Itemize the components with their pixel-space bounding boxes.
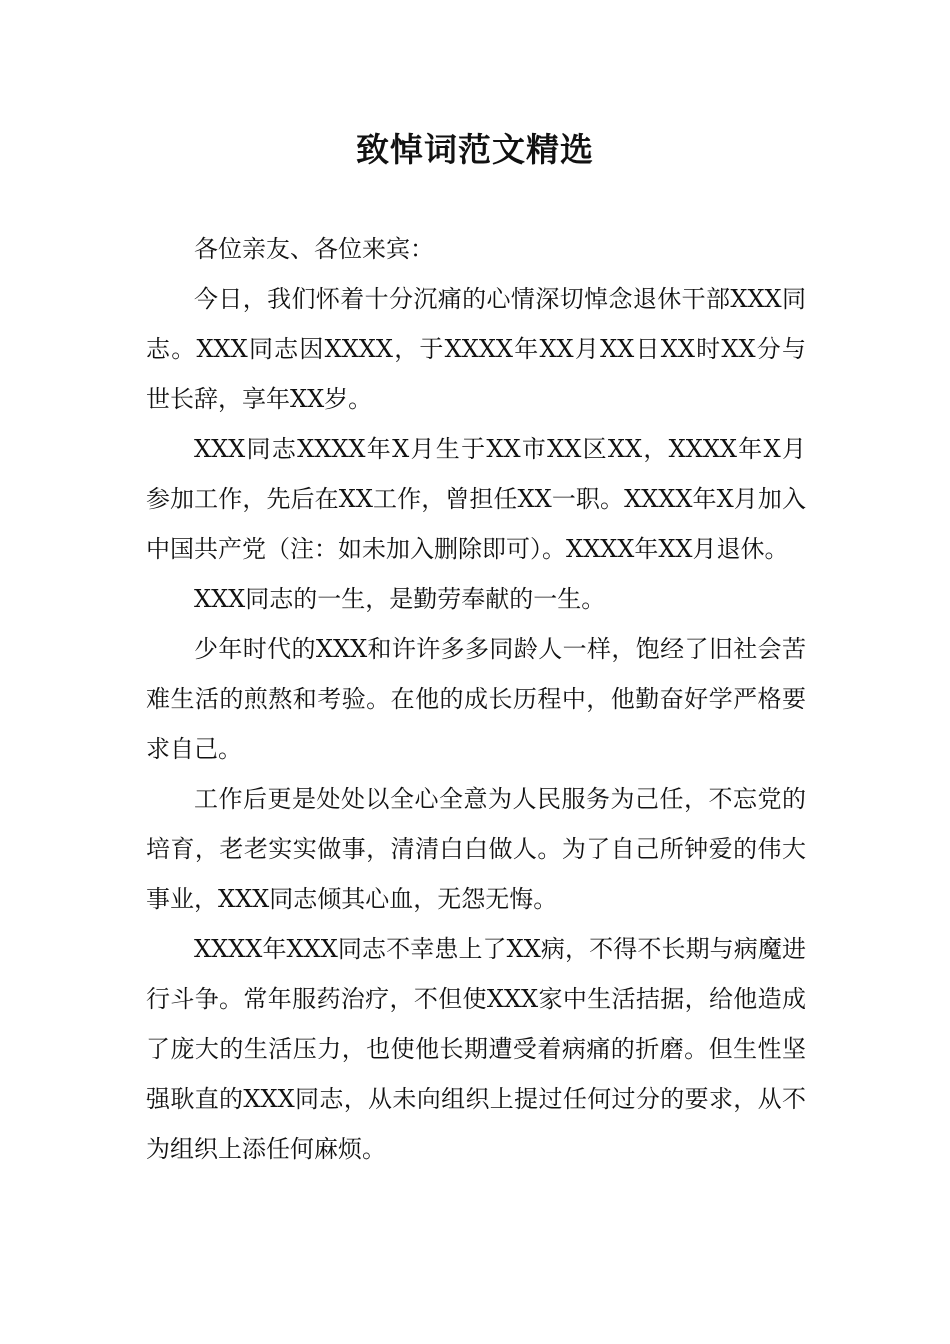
document-title: 致悼词范文精选 <box>356 130 594 169</box>
paragraph-biography: XXX同志XXXX年X月生于XX市XX区XX，XXXX年X月参加工作，先后在XX工作，曾担任XX一职。XXXX年X月加入中国共产党（注：如未加入删除即可）。XXXX年XX月退休。 <box>146 435 806 563</box>
paragraph-illness: XXXX年XXX同志不幸患上了XX病，不得不长期与病魔进行斗争。常年服药治疗，不但使XXX家中生活拮据，给他造成了庞大的生活压力，也使他长期遭受着病痛的折磨。但生性坚强耿直的XXX同志，从未向组织上提过任何过分的要求，从不为组织上添任何麻烦。 <box>146 935 806 1163</box>
paragraph-work: 工作后更是处处以全心全意为人民服务为己任，不忘党的培育，老老实实做事，清清白白做人。为了自己所钟爱的伟大事业，XXX同志倾其心血，无怨无悔。 <box>146 785 806 913</box>
paragraph-youth: 少年时代的XXX和许许多多同龄人一样，饱经了旧社会苦难生活的煎熬和考验。在他的成长历程中，他勤奋好学严格要求自己。 <box>146 635 806 763</box>
document-body <box>146 224 806 1174</box>
paragraph-announcement: 今日，我们怀着十分沉痛的心情深切悼念退休干部XXX同志。XXX同志因XXXX，于XXXX年XX月XX日XX时XX分与世长辞，享年XX岁。 <box>146 285 806 413</box>
paragraph-life-summary: XXX同志的一生，是勤劳奉献的一生。 <box>194 585 606 613</box>
paragraph-salutation: 各位亲友、各位来宾： <box>194 235 434 263</box>
